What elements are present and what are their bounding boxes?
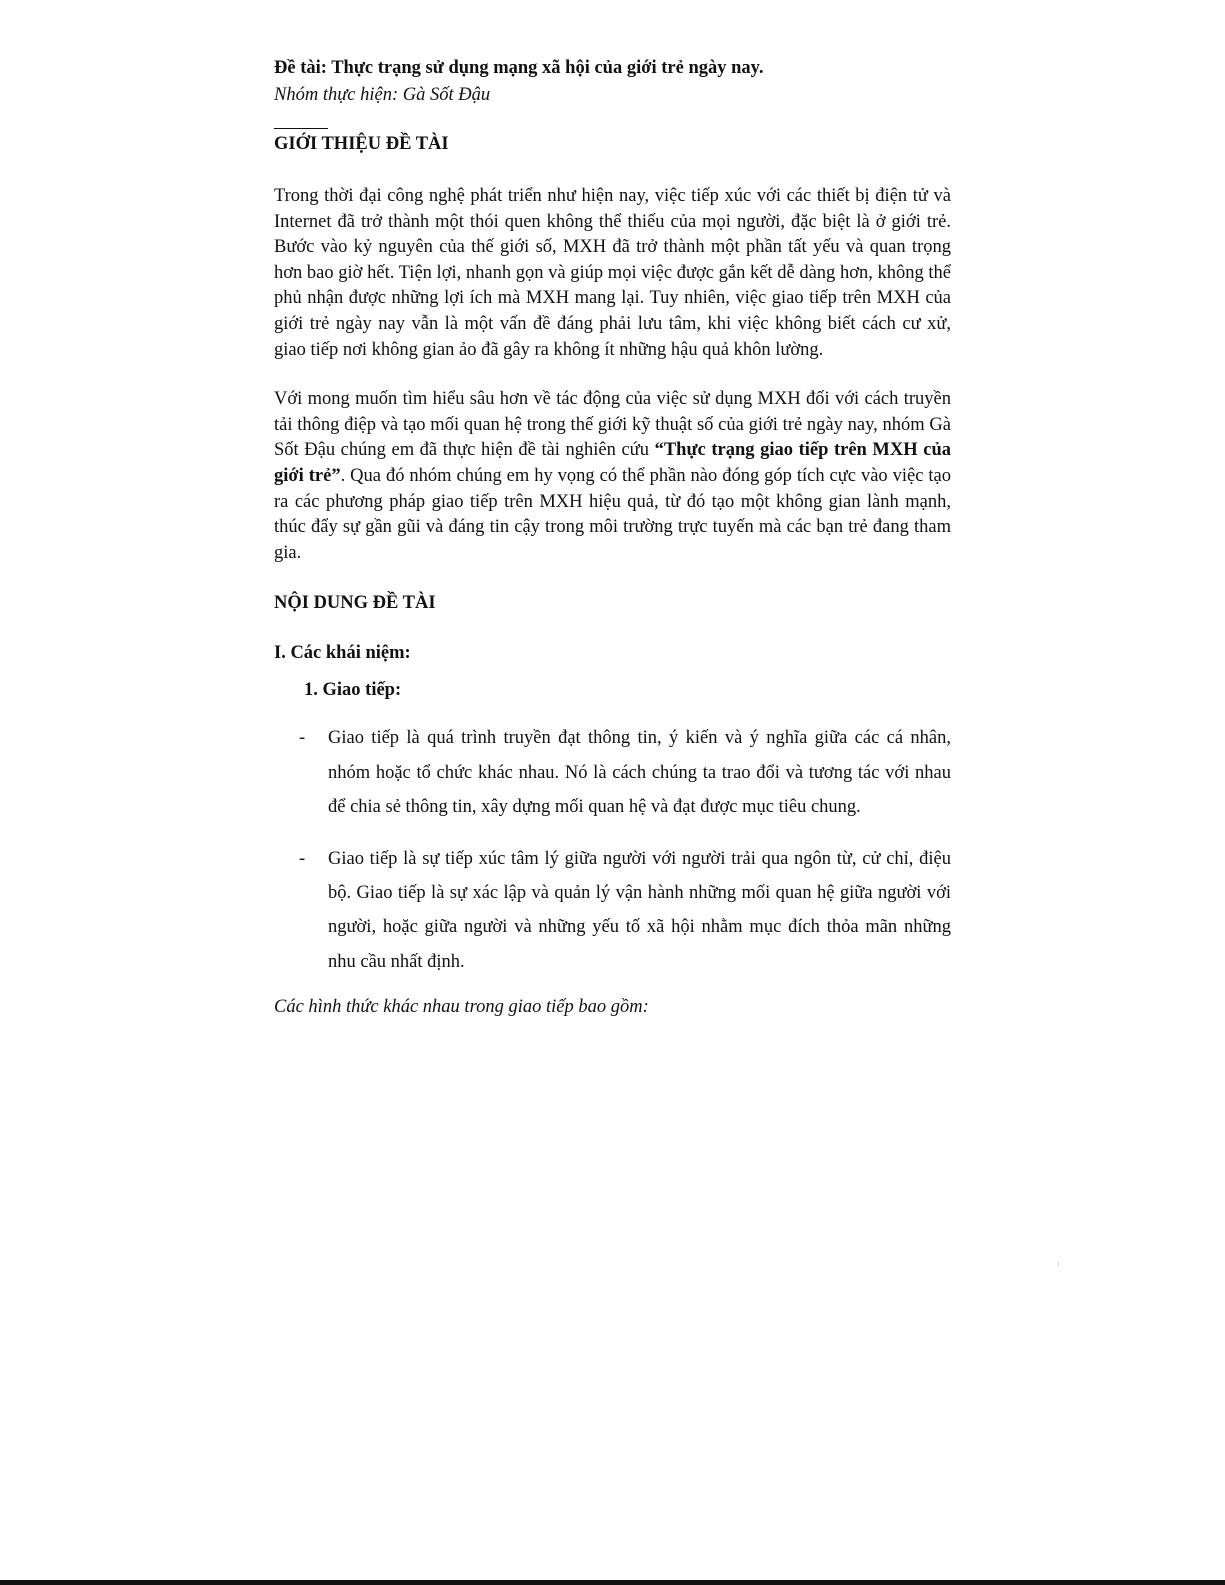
bullet-dash: - [299,848,306,869]
intro-paragraph-2 [274,387,951,566]
scan-speck [1058,1262,1059,1266]
intro-paragraph-2-bold: “Thực trạng giao tiếp trên MXH của giới trẻ” [274,440,951,486]
content-heading: NỘI DUNG ĐỀ TÀI [274,593,436,614]
document-page [274,55,951,1021]
heading-rule [274,128,328,129]
intro-heading-block [274,128,951,158]
list-item [274,842,951,979]
bullet-list [274,721,951,978]
intro-paragraph-2-text: Với mong muốn tìm hiểu sâu hơn về tác động của việc sử dụng MXH đối với cách truyền tải thông điệp và tạo mối quan hệ trong thế giới kỹ thuật số của giới trẻ ngày nay, nhóm Gà Sốt Đậu chúng em đã thực hiện đề tài nghiên cứu [274,389,951,461]
bottom-border [0,1580,1225,1585]
section-heading: I. Các khái niệm: [274,643,411,664]
bullet-text: Giao tiếp là quá trình truyền đạt thông tin, ý kiến và ý nghĩa giữa các cá nhân, nhóm hoặc tổ chức khác nhau. Nó là cách chúng ta trao đổi và tương tác với nhau để chia sẻ thông tin, xây dựng mối quan hệ và đạt được mục tiêu chung. [328,728,951,817]
bullet-text: Giao tiếp là sự tiếp xúc tâm lý giữa người với người trải qua ngôn từ, cử chỉ, điệu bộ. Giao tiếp là sự xác lập và quản lý vận hành những mối quan hệ giữa người với người, hoặc giữa người và những yếu tố xã hội nhằm mục đích thỏa mãn những nhu cầu nhất định. [328,848,951,972]
intro-paragraph-2-text-end: . Qua đó nhóm chúng em hy vọng có thể phần nào đóng góp tích cực vào việc tạo ra các phương pháp giao tiếp trên MXH hiệu quả, từ đó tạo một không gian lành mạnh, thúc đẩy sự gần gũi và đáng tin cậy trong môi trường trực tuyến mà các bạn trẻ đang tham gia. [274,465,952,563]
intro-paragraph-1: Trong thời đại công nghệ phát triển như hiện nay, việc tiếp xúc với các thiết bị điện tử và Internet đã trở thành một thói quen không thể thiếu của mọi người, đặc biệt là ở giới trẻ. Bước vào kỷ nguyên của thế giới số, MXH đã trở thành một phần tất yếu và quan trọng hơn bao giờ hết. Tiện lợi, nhanh gọn và giúp mọi việc được gắn kết dễ dàng hơn, không thể phủ nhận được những lợi ích mà MXH mang lại. Tuy nhiên, việc giao tiếp trên MXH của giới trẻ ngày nay vẫn là một vấn đề đáng phải lưu tâm, khi việc không biết cách cư xử, giao tiếp nơi không gian ảo đã gây ra không ít những hậu quả khôn lường. [274,186,951,360]
group-line: Nhóm thực hiện: Gà Sốt Đậu [274,85,491,105]
topic-title: Đề tài: Thực trạng sử dụng mạng xã hội của giới trẻ ngày nay. [274,58,764,78]
list-item [274,721,951,824]
intro-heading: GIỚI THIỆU ĐỀ TÀI [274,134,449,154]
closing-line: Các hình thức khác nhau trong giao tiếp bao gồm: [274,996,649,1017]
subsection-heading: 1. Giao tiếp: [304,680,402,701]
bullet-dash: - [299,728,306,749]
